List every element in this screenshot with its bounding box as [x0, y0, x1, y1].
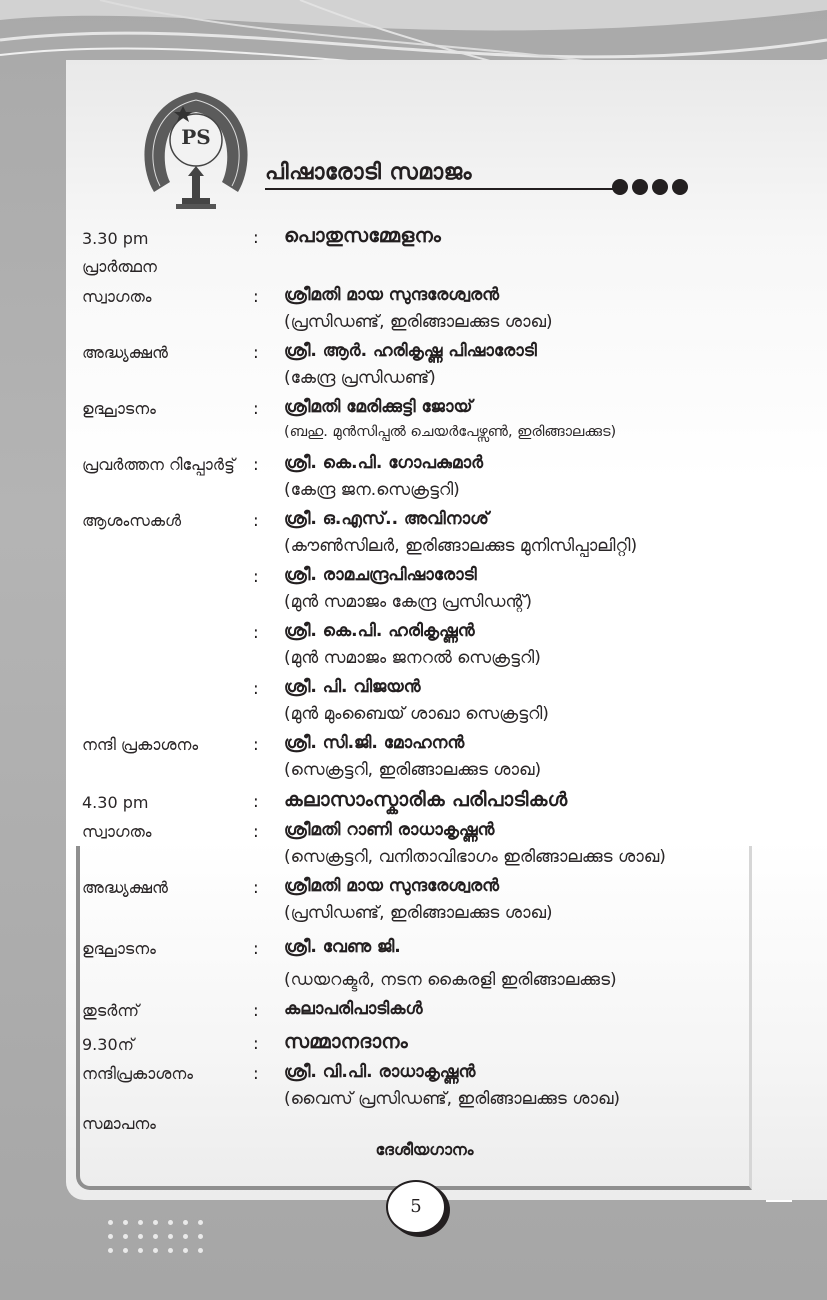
program-label: തുടർന്ന്: [82, 1001, 139, 1020]
program-speaker-role: (പ്രസിഡണ്ട്, ഇരിങ്ങാലക്കുട ശാഖ): [284, 312, 553, 332]
edge-mark: [766, 1200, 792, 1202]
program-label: സ്വാഗതം: [82, 822, 152, 841]
program-colon: :: [253, 228, 259, 248]
program-label: 3.30 pm: [82, 229, 149, 248]
program-colon: :: [253, 939, 259, 959]
program-label: ഉദ്ഘാടനം: [82, 939, 156, 958]
program-speaker: ശ്രീ. കെ.പി. ഗോപകുമാർ: [284, 453, 484, 473]
program-speaker: ശ്രീ. ഒ.എസ്.. അവിനാശ്: [284, 509, 489, 529]
program-speaker-role: (മുൻ സമാജം കേന്ദ്ര പ്രസിഡന്റ്): [284, 592, 533, 612]
program-speaker-role: (കേന്ദ്ര ജന.സെക്രട്ടറി): [284, 480, 460, 500]
logo-text: PS: [181, 125, 211, 149]
program-colon: :: [253, 567, 259, 587]
program-label: ഉദ്ഘാടനം: [82, 399, 156, 418]
program-label: 4.30 pm: [82, 793, 149, 812]
program-speaker: കലാസാംസ്കാരിക പരിപാടികൾ: [284, 788, 568, 811]
program-label: സ്വാഗതം: [82, 287, 152, 306]
program-colon: :: [253, 1064, 259, 1084]
program-speaker: ശ്രീ. പി. വിജയൻ: [284, 677, 421, 697]
program-colon: :: [253, 455, 259, 475]
program-colon: :: [253, 399, 259, 419]
program-speaker-role: (മുൻ മുംബൈയ് ശാഖാ സെക്രട്ടറി): [284, 704, 549, 724]
program-colon: :: [253, 1001, 259, 1021]
program-speaker: കലാപരിപാടികൾ: [284, 999, 423, 1019]
page-title: പിഷാരോടി സമാജം: [265, 160, 472, 185]
national-anthem: ദേശീയഗാനം: [375, 1140, 474, 1159]
program-speaker-role: (കൗൺസിലർ, ഇരിങ്ങാലക്കുട മുനിസിപ്പാലിറ്റി): [284, 536, 638, 556]
program-speaker-role: (പ്രസിഡണ്ട്, ഇരിങ്ങാലക്കുട ശാഖ): [284, 903, 553, 923]
program-label: 9.30ന്: [82, 1035, 134, 1054]
program-speaker-role: (ഡയറക്ടർ, നടന കൈരളി ഇരിങ്ങാലക്കുട): [284, 970, 617, 990]
program-colon: :: [253, 735, 259, 755]
program-colon: :: [253, 878, 259, 898]
program-speaker: ശ്രീ. സി.ജി. മോഹനൻ: [284, 733, 465, 753]
title-dots: [612, 179, 688, 195]
program-label: ആശംസകൾ: [82, 511, 182, 530]
program-speaker-role: (വൈസ് പ്രസിഡണ്ട്, ഇരിങ്ങാലക്കുട ശാഖ): [284, 1089, 621, 1109]
program-speaker: ശ്രീ. വേണു ജി.: [284, 937, 401, 957]
program-label: അദ്ധ്യക്ഷൻ: [82, 343, 168, 362]
decorative-dot-grid: [108, 1220, 204, 1253]
program-label: പ്രാർത്ഥന: [82, 257, 157, 276]
program-colon: :: [253, 511, 259, 531]
program-speaker: ശ്രീമതി മായ സുന്ദരേശ്വരൻ: [284, 285, 500, 305]
program-colon: :: [253, 792, 259, 812]
program-label: നന്ദിപ്രകാശനം: [82, 1064, 193, 1083]
program-speaker: ശ്രീമതി മായ സുന്ദരേശ്വരൻ: [284, 876, 500, 896]
title-rule: [265, 188, 615, 190]
program-speaker: ശ്രീ. ആർ. ഹരികൃഷ്ണ പിഷാരോടി: [284, 341, 537, 361]
program-speaker: ശ്രീ. കെ.പി. ഹരികൃഷ്ണൻ: [284, 621, 475, 641]
program-label: സമാപനം: [82, 1114, 156, 1133]
page-number: 5: [386, 1180, 446, 1234]
program-label: നന്ദി പ്രകാശനം: [82, 735, 199, 754]
samajam-logo: [136, 82, 256, 214]
program-speaker-role: (മുൻ സമാജം ജനറൽ സെക്രട്ടറി): [284, 648, 541, 668]
program-speaker-role: (സെക്രട്ടറി, വനിതാവിഭാഗം ഇരിങ്ങാലക്കുട ശാഖ): [284, 847, 666, 867]
program-speaker: ശ്രീമതി മേരിക്കുട്ടി ജോയ്: [284, 397, 473, 417]
program-colon: :: [253, 679, 259, 699]
program-speaker: ശ്രീമതി റാണി രാധാകൃഷ്ണൻ: [284, 820, 495, 840]
program-speaker-role: (കേന്ദ്ര പ്രസിഡണ്ട്): [284, 368, 436, 388]
program-label: പ്രവർത്തന റിപ്പോർട്ട്: [82, 455, 235, 474]
program-colon: :: [253, 343, 259, 363]
program-speaker: പൊതുസമ്മേളനം: [284, 224, 442, 247]
program-speaker: ശ്രീ. വി.പി. രാധാകൃഷ്ണൻ: [284, 1062, 476, 1082]
program-label: അദ്ധ്യക്ഷൻ: [82, 878, 168, 897]
program-speaker-role: (സെക്രട്ടറി, ഇരിങ്ങാലക്കുട ശാഖ): [284, 760, 542, 780]
program-colon: :: [253, 623, 259, 643]
program-speaker: ശ്രീ. രാമചന്ദ്രപിഷാരോടി: [284, 565, 477, 585]
program-speaker: സമ്മാനദാനം: [284, 1030, 408, 1053]
program-colon: :: [253, 287, 259, 307]
program-colon: :: [253, 822, 259, 842]
program-colon: :: [253, 1034, 259, 1054]
program-speaker-role: (ബഹു. മുൻസിപ്പൽ ചെയർപേഴ്സൺ, ഇരിങ്ങാലക്കുട): [284, 424, 617, 440]
